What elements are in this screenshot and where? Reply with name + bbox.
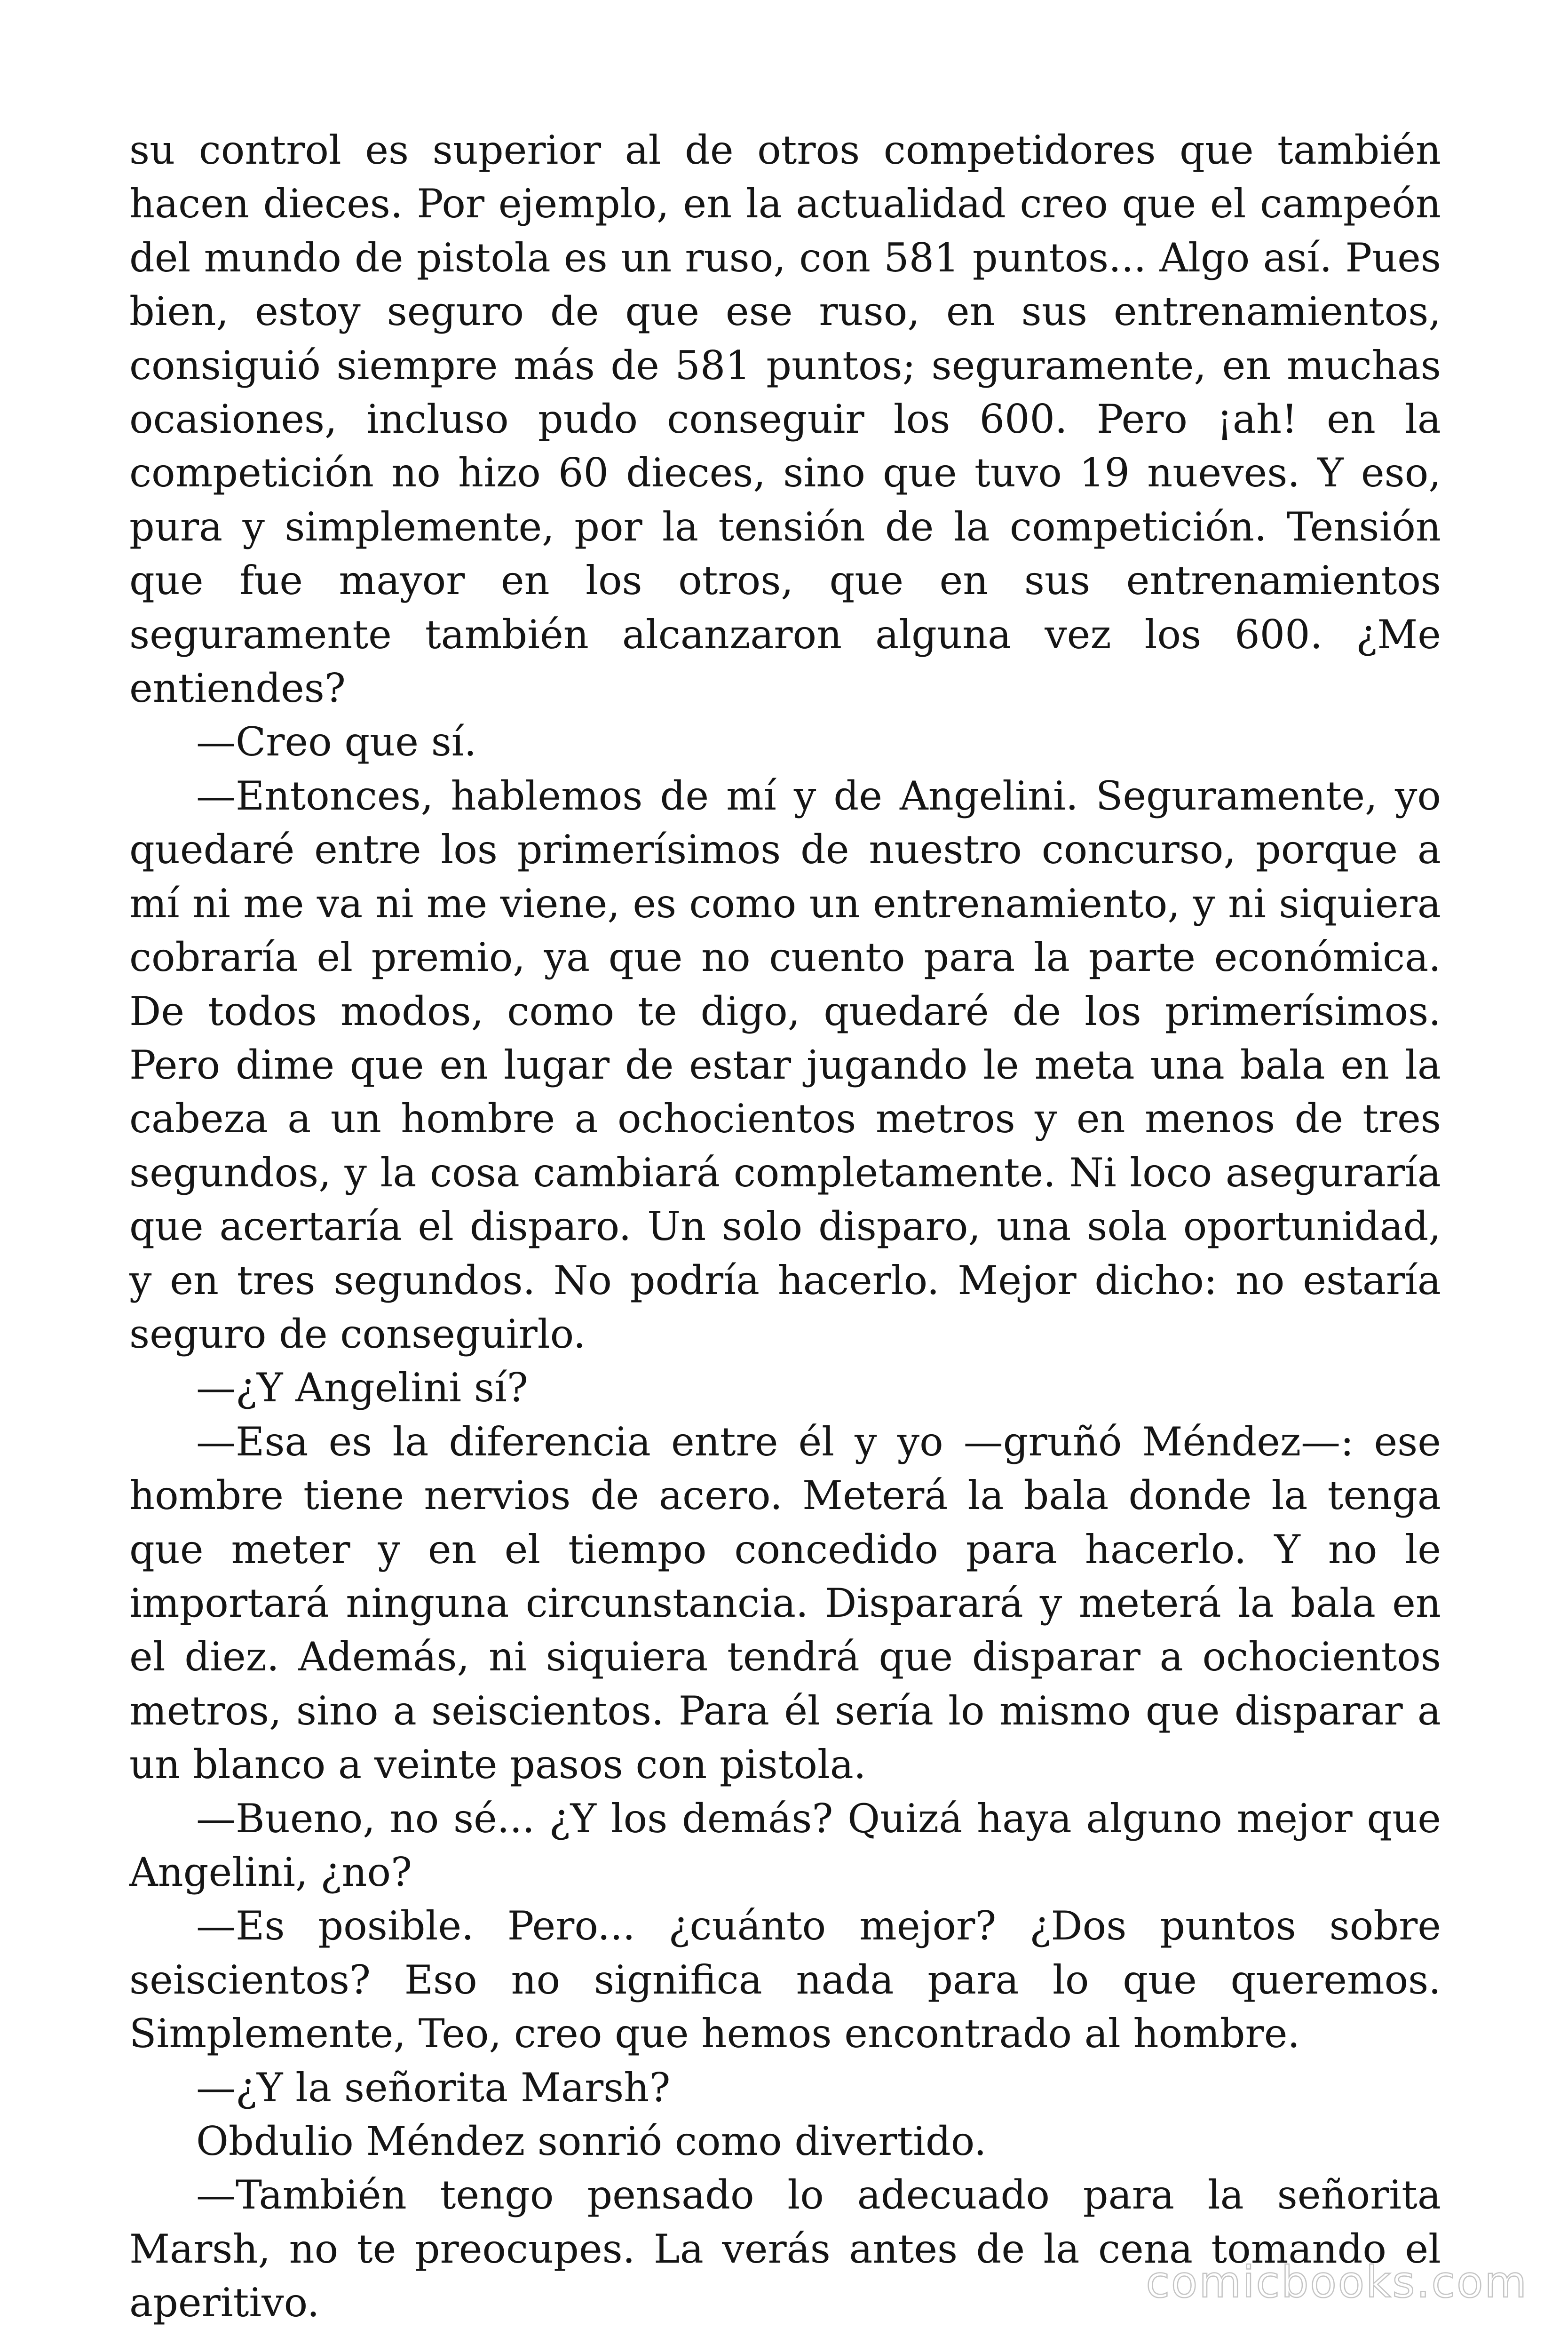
paragraph-9: Obdulio Méndez sonrió como divertido. [196, 2118, 987, 2165]
paragraph-4: —¿Y Angelini sí? [196, 1365, 528, 1411]
paragraph-2: —Creo que sí. [196, 719, 477, 765]
paragraph-5: —Esa es la diferencia entre él y yo —gruñó Méndez—: ese hombre tiene nervios de acero. Meterá la bala donde la tenga que meter y en el tiempo concedido para hacerlo. Y no le importará ninguna circunstancia. Disparará y meterá la bala en el diez. Además, ni siquiera tendrá que disparar a ochocientos metros, sino a seiscientos. Para él sería lo mismo que disparar a un blanco a veinte pasos con pistola. [129, 1418, 1441, 1788]
book-page-text [129, 123, 1441, 2330]
watermark: comicbooks.com [1146, 2257, 1528, 2307]
paragraph-8: —¿Y la señorita Marsh? [196, 2064, 671, 2111]
paragraph-1: su control es superior al de otros competidores que también hacen dieces. Por ejemplo, en la actualidad creo que el campeón del mundo de pistola es un ruso, con 581 puntos... Algo así. Pues bien, estoy seguro de que ese ruso, en sus entrenamientos, consiguió siempre más de 581 puntos; seguramente, en muchas ocasiones, incluso pudo conseguir los 600. Pero ¡ah! en la competición no hizo 60 dieces, sino que tuvo 19 nueves. Y eso, pura y simplemente, por la tensión de la competición. Tensión que fue mayor en los otros, que en sus entrenamientos seguramente también alcanzaron alguna vez los 600. ¿Me entiendes? [129, 127, 1441, 712]
paragraph-3: —Entonces, hablemos de mí y de Angelini. Seguramente, yo quedaré entre los primerísimos de nuestro concurso, porque a mí ni me va ni me viene, es como un entrenamiento, y ni siquiera cobraría el premio, ya que no cuento para la parte económica. De todos modos, como te digo, quedaré de los primerísimos. Pero dime que en lugar de estar jugando le meta una bala en la cabeza a un hombre a ochocientos metros y en menos de tres segundos, y la cosa cambiará completamente. Ni loco aseguraría que acertaría el disparo. Un solo disparo, una sola oportunidad, y en tres segundos. No podría hacerlo. Mejor dicho: no estaría seguro de conseguirlo. [129, 772, 1441, 1357]
paragraph-7: —Es posible. Pero... ¿cuánto mejor? ¿Dos puntos sobre seiscientos? Eso no significa nada para lo que queremos. Simplemente, Teo, creo que hemos encontrado al hombre. [129, 1903, 1441, 2057]
paragraph-10: —También tengo pensado lo adecuado para la señorita Marsh, no te preocupes. La verás antes de la cena tomando el aperitivo. [129, 2172, 1441, 2326]
paragraph-6: —Bueno, no sé... ¿Y los demás? Quizá haya alguno mejor que Angelini, ¿no? [129, 1795, 1441, 1895]
